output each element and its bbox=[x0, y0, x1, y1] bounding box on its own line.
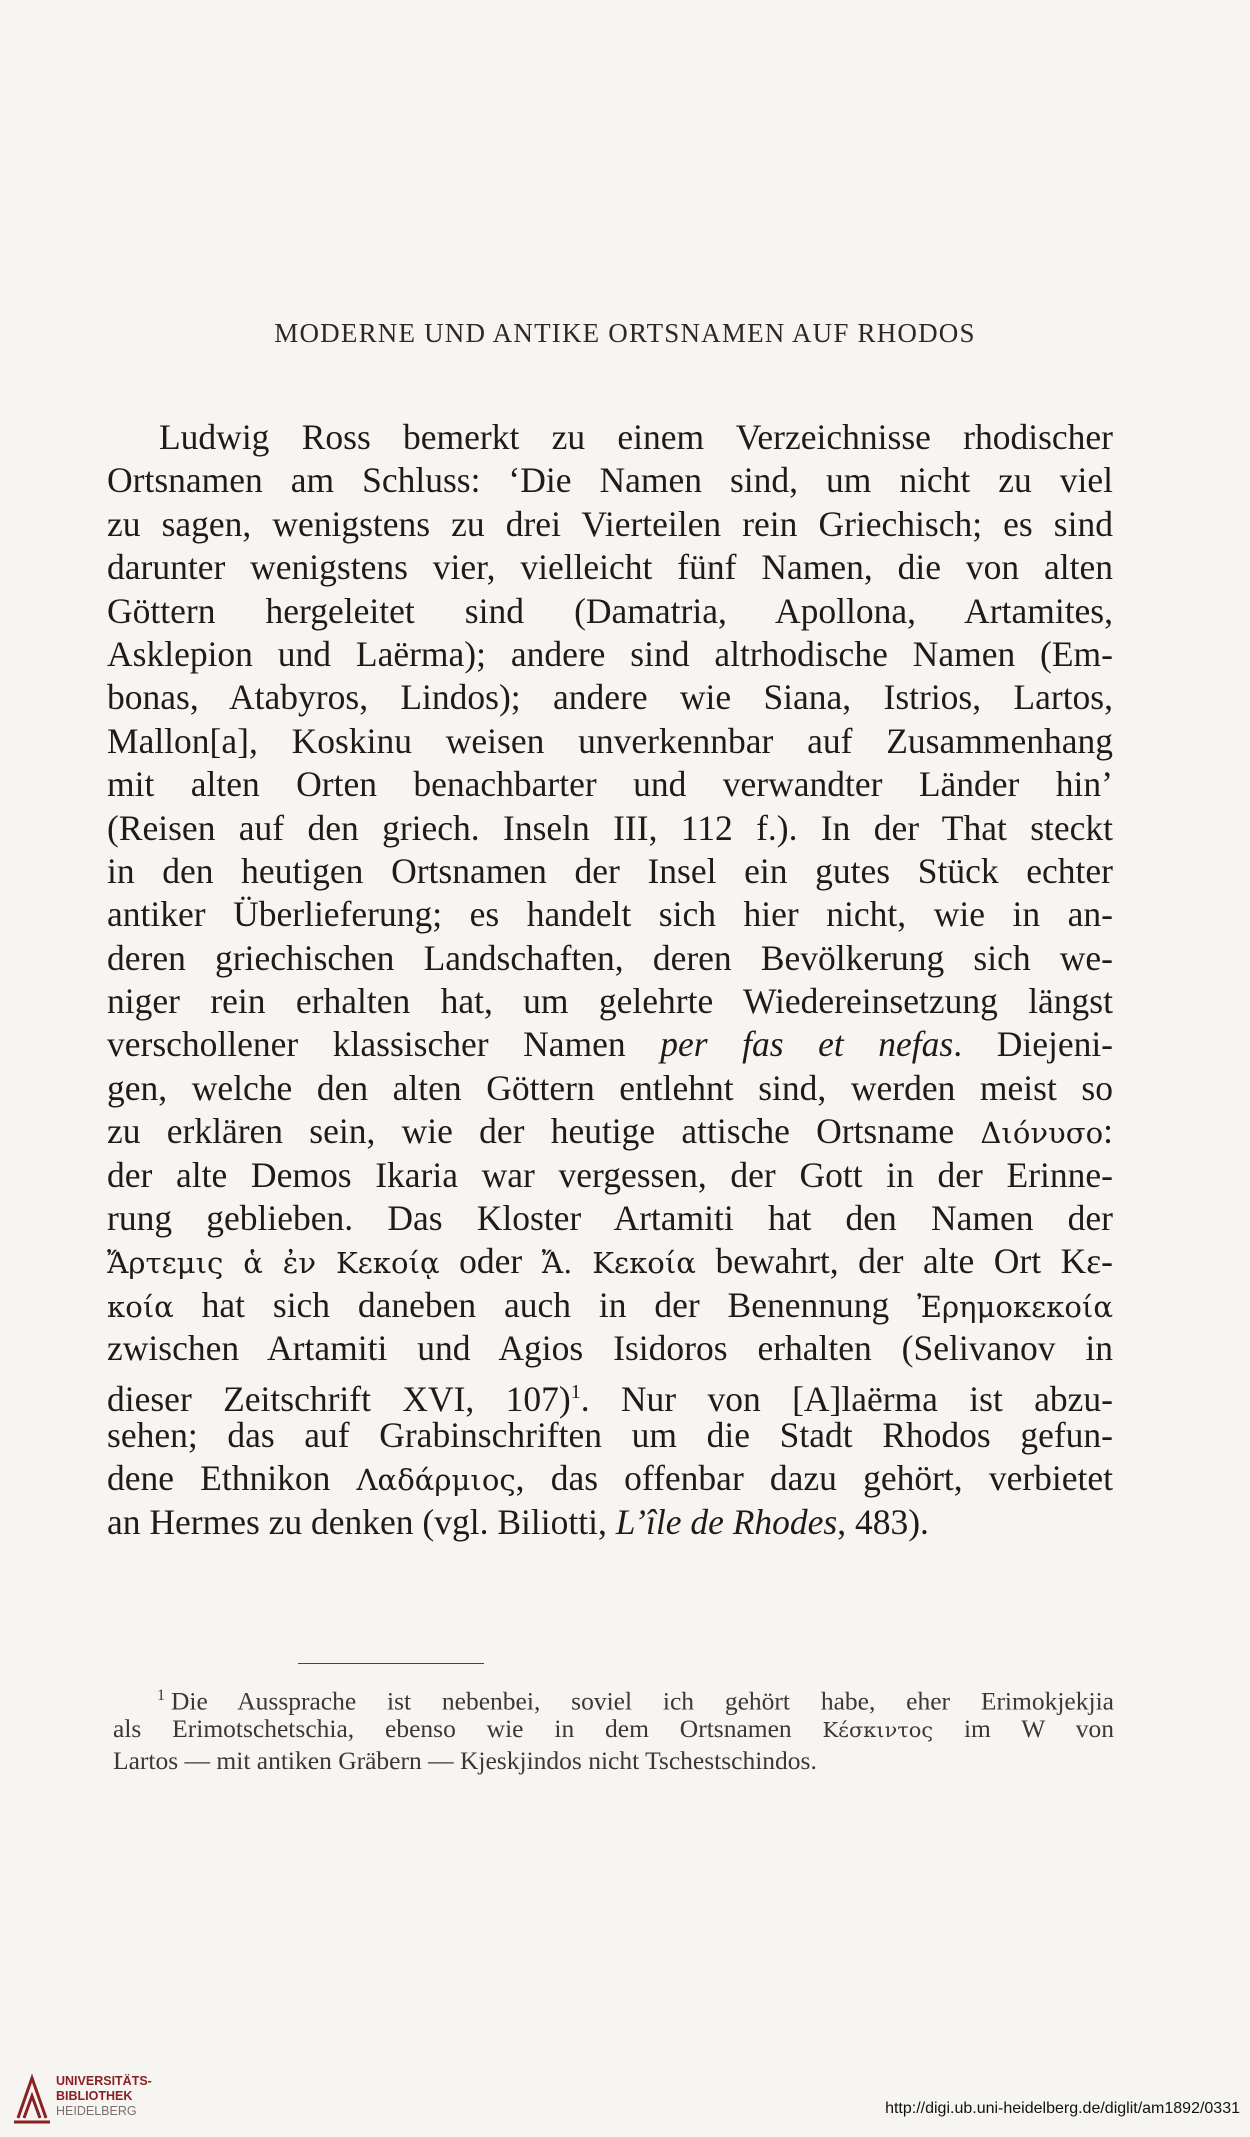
greek-word: Κέσκιντος bbox=[822, 1717, 934, 1742]
italic-phrase: per fas et nefas bbox=[660, 1024, 954, 1065]
footnote-reference[interactable]: 1 bbox=[570, 1380, 581, 1403]
logo-line: UNIVERSITÄTS- bbox=[56, 2074, 152, 2088]
main-text bbox=[107, 416, 1113, 1544]
text-line: zu sagen, wenigstens zu drei Vierteilen rein Griechisch; es sind bbox=[107, 503, 1113, 544]
text-fragment: zu erklären sein, wie der heutige attische Ortsname bbox=[107, 1111, 955, 1152]
footnote-line: Lartos — mit antiken Gräbern — Kjeskjindos nicht Tschestschindos. bbox=[113, 1746, 817, 1775]
text-line: niger rein erhalten hat, um gelehrte Wiedereinsetzung längst bbox=[107, 981, 1113, 1022]
text-fragment: dieser Zeitschrift XVI, 107) bbox=[107, 1378, 571, 1419]
text-line: der alte Demos Ikaria war vergessen, der Gott in der Erinne- bbox=[107, 1154, 1113, 1195]
footnote-divider bbox=[298, 1663, 484, 1664]
logo-line: BIBLIOTHEK bbox=[56, 2089, 133, 2103]
text-line: Ludwig Ross bemerkt zu einem Verzeichnisse rhodischer bbox=[159, 417, 1113, 457]
text-line bbox=[107, 1284, 1113, 1327]
text-fragment: , das offenbar dazu gehört, verbietet bbox=[515, 1458, 1114, 1499]
greek-word: Ἐρημοκεκοία bbox=[917, 1289, 1114, 1324]
text-fragment: . Nur von [A]laërma ist abzu- bbox=[580, 1378, 1113, 1419]
text-fragment: hat sich daneben auch in der Benennung bbox=[201, 1284, 890, 1325]
text-line: Mallon[a], Koskinu weisen unverkennbar auf Zusammenhang bbox=[107, 720, 1113, 761]
text-line: sehen; das auf Grabinschriften um die Stadt Rhodos gefun- bbox=[107, 1414, 1113, 1455]
text-line: Ortsnamen am Schluss: ‘Die Namen sind, um nicht zu viel bbox=[107, 460, 1113, 501]
text-fragment: . Diejeni- bbox=[953, 1024, 1114, 1065]
text-fragment: bewahrt, der alte Ort Κε- bbox=[715, 1241, 1114, 1282]
footnote-mark: 1 bbox=[157, 1687, 165, 1704]
text-line: gen, welche den alten Göttern entlehnt sind, werden meist so bbox=[107, 1067, 1113, 1108]
footnote bbox=[113, 1680, 1114, 1778]
text-fragment: als Erimotschetschia, ebenso wie in dem Ortsnamen bbox=[113, 1713, 792, 1743]
text-line bbox=[107, 1501, 1113, 1544]
text-fragment: an Hermes zu denken (vgl. Biliotti, bbox=[107, 1501, 607, 1542]
text-fragment: dene Ethnikon bbox=[107, 1458, 331, 1499]
text-line bbox=[107, 1240, 1113, 1283]
text-line: bonas, Atabyros, Lindos); andere wie Siana, Istrios, Lartos, bbox=[107, 677, 1113, 718]
greek-word: Λαδάρμιος bbox=[356, 1463, 516, 1498]
text-line bbox=[107, 1371, 1113, 1419]
running-head: MODERNE UND ANTIKE ORTSNAMEN AUF RHODOS bbox=[274, 318, 976, 348]
text-fragment: verschollener klassischer Namen bbox=[107, 1024, 626, 1065]
text-fragment: im W von bbox=[963, 1713, 1114, 1743]
text-line: (Reisen auf den griech. Inseln III, 112 f.). In der That steckt bbox=[107, 807, 1113, 848]
italic-title: L’île de Rhodes bbox=[615, 1501, 838, 1542]
greek-phrase: Ἄ. Κεκοία bbox=[541, 1246, 696, 1281]
text-line: deren griechischen Landschaften, deren Bevölkerung sich we- bbox=[107, 937, 1113, 978]
greek-word: κοία bbox=[107, 1289, 174, 1324]
text-fragment: oder bbox=[459, 1241, 523, 1282]
text-line: mit alten Orten benachbarter und verwandter Länder hin’ bbox=[107, 764, 1113, 805]
text-line: antiker Überlieferung; es handelt sich hier nicht, wie in an- bbox=[107, 894, 1113, 935]
text-line bbox=[107, 1110, 1113, 1153]
logo-line: HEIDELBERG bbox=[56, 2104, 137, 2118]
text-fragment: Die Aussprache ist nebenbei, soviel ich gehört habe, eher Erimokjekjia bbox=[171, 1686, 1114, 1716]
text-line: in den heutigen Ortsnamen der Insel ein gutes Stück echter bbox=[107, 850, 1113, 891]
permalink-url[interactable]: http://digi.ub.uni-heidelberg.de/diglit/am1892/0331 bbox=[885, 2100, 1240, 2117]
text-line: rung geblieben. Das Kloster Artamiti hat den Namen der bbox=[107, 1198, 1113, 1239]
text-line bbox=[107, 1023, 1113, 1066]
greek-phrase: Ἄρτεμις ἁ ἐν Κεκοίᾳ bbox=[107, 1246, 440, 1281]
library-logo-text[interactable] bbox=[56, 2074, 152, 2119]
text-line bbox=[107, 1457, 1113, 1500]
greek-word: Διόνυσο bbox=[980, 1116, 1104, 1151]
text-line: darunter wenigstens vier, vielleicht fünf Namen, die von alten bbox=[107, 547, 1113, 588]
text-line: Göttern hergeleitet sind (Damatria, Apollona, Artamites, bbox=[107, 590, 1113, 631]
footnote-line bbox=[113, 1713, 1114, 1746]
text-line: Asklepion und Laërma); andere sind altrhodische Namen (Em- bbox=[107, 633, 1113, 674]
text-fragment: : bbox=[1103, 1111, 1114, 1152]
footnote-line bbox=[157, 1680, 1114, 1716]
text-line: zwischen Artamiti und Agios Isidoros erhalten (Selivanov in bbox=[107, 1328, 1113, 1369]
text-fragment: , 483). bbox=[837, 1501, 929, 1542]
